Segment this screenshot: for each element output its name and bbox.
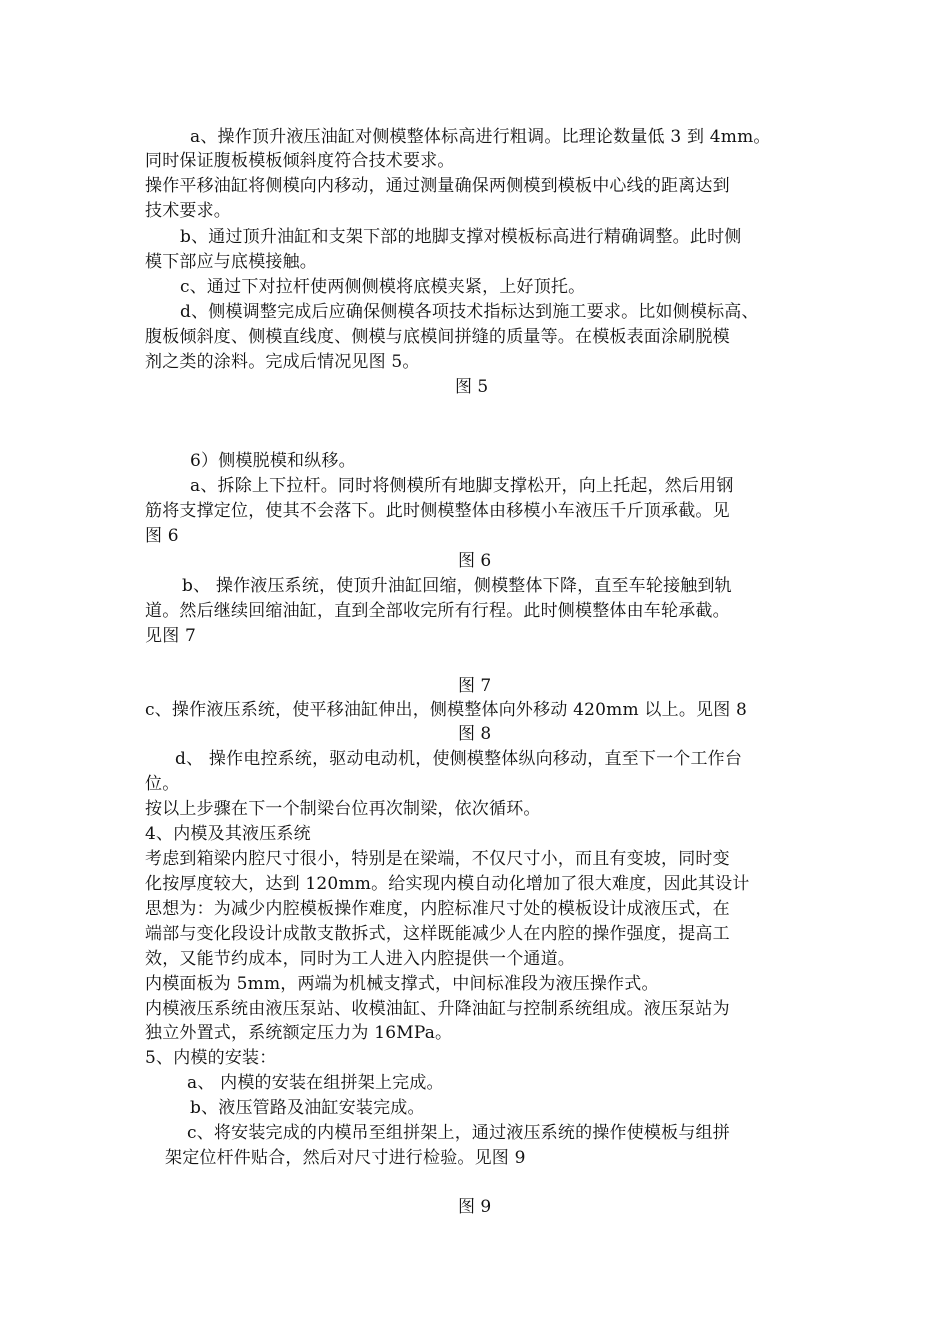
- text-line: 按以上步骤在下一个制梁台位再次制梁，依次循环。: [145, 799, 541, 819]
- figure-caption: 图 9: [458, 1197, 492, 1217]
- text-line: 架定位杆件贴合，然后对尺寸进行检验。见图 9: [165, 1148, 526, 1168]
- text-line: 端部与变化段设计成散支散拆式，这样既能减少人在内腔的操作强度，提高工: [145, 924, 730, 944]
- text-line: 考虑到箱梁内腔尺寸很小，特别是在梁端，不仅尺寸小，而且有变坡，同时变: [145, 849, 730, 869]
- figure-caption: 图 7: [458, 676, 492, 696]
- text-line: 同时保证腹板模板倾斜度符合技术要求。: [145, 151, 455, 171]
- text-line: 筋将支撑定位，使其不会落下。此时侧模整体由移模小车液压千斤顶承截。见: [145, 501, 730, 521]
- text-line: 操作平移油缸将侧模向内移动，通过测量确保两侧模到模板中心线的距离达到: [145, 176, 730, 196]
- text-line: a、拆除上下拉杆。同时将侧模所有地脚支撑松开，向上托起，然后用钢: [190, 476, 734, 496]
- text-line: 内模面板为 5mm，两端为机械支撑式，中间标准段为液压操作式。: [145, 974, 659, 994]
- text-line: 化按厚度较大，达到 120mm。给实现内模自动化增加了很大难度，因此其设计: [145, 874, 750, 894]
- text-line: 图 6: [145, 526, 179, 546]
- text-line: d、 操作电控系统，驱动电动机，使侧模整体纵向移动，直至下一个工作台: [175, 749, 743, 769]
- section-heading: 6）侧模脱模和纵移。: [190, 451, 356, 471]
- text-line: 见图 7: [145, 626, 197, 646]
- text-line: c、通过下对拉杆使两侧侧模将底模夹紧，上好顶托。: [180, 277, 586, 297]
- text-line: 效，又能节约成本，同时为工人进入内腔提供一个通道。: [145, 949, 575, 969]
- text-line: 内模液压系统由液压泵站、收模油缸、升降油缸与控制系统组成。液压泵站为: [145, 999, 730, 1019]
- text-line: 思想为：为减少内腔模板操作难度，内腔标准尺寸处的模板设计成液压式，在: [145, 899, 730, 919]
- text-line: b、液压管路及油缸安装完成。: [190, 1098, 425, 1118]
- text-line: 道。然后继续回缩油缸，直到全部收完所有行程。此时侧模整体由车轮承截。: [145, 601, 730, 621]
- figure-caption: 图 8: [458, 724, 492, 744]
- text-line: d、侧模调整完成后应确保侧模各项技术指标达到施工要求。比如侧模标高、: [180, 302, 759, 322]
- text-line: b、通过顶升油缸和支架下部的地脚支撑对模板标高进行精确调整。此时侧: [180, 227, 742, 247]
- text-line: b、 操作液压系统，使顶升油缸回缩，侧模整体下降，直至车轮接触到轨: [182, 576, 732, 596]
- text-line: 位。: [145, 774, 180, 794]
- text-line: a、操作顶升液压油缸对侧模整体标高进行粗调。比理论数量低 3 到 4mm。: [190, 127, 771, 147]
- text-line: 腹板倾斜度、侧模直线度、侧模与底模间拼缝的质量等。在模板表面涂刷脱模: [145, 327, 730, 347]
- figure-caption: 图 6: [458, 551, 492, 571]
- section-heading: 5、内模的安装：: [145, 1048, 277, 1068]
- text-line: c、操作液压系统，使平移油缸伸出，侧模整体向外移动 420mm 以上。见图 8: [145, 700, 748, 720]
- text-line: 剂之类的涂料。完成后情况见图 5。: [145, 352, 420, 372]
- text-line: a、 内模的安装在组拼架上完成。: [187, 1073, 444, 1093]
- text-line: 模下部应与底模接触。: [145, 252, 317, 272]
- section-heading: 4、内模及其液压系统: [145, 824, 311, 844]
- figure-caption: 图 5: [455, 377, 489, 397]
- text-line: 独立外置式，系统额定压力为 16MPa。: [145, 1023, 453, 1043]
- text-line: c、将安装完成的内模吊至组拼架上，通过液压系统的操作使模板与组拼: [187, 1123, 730, 1143]
- text-line: 技术要求。: [145, 201, 231, 221]
